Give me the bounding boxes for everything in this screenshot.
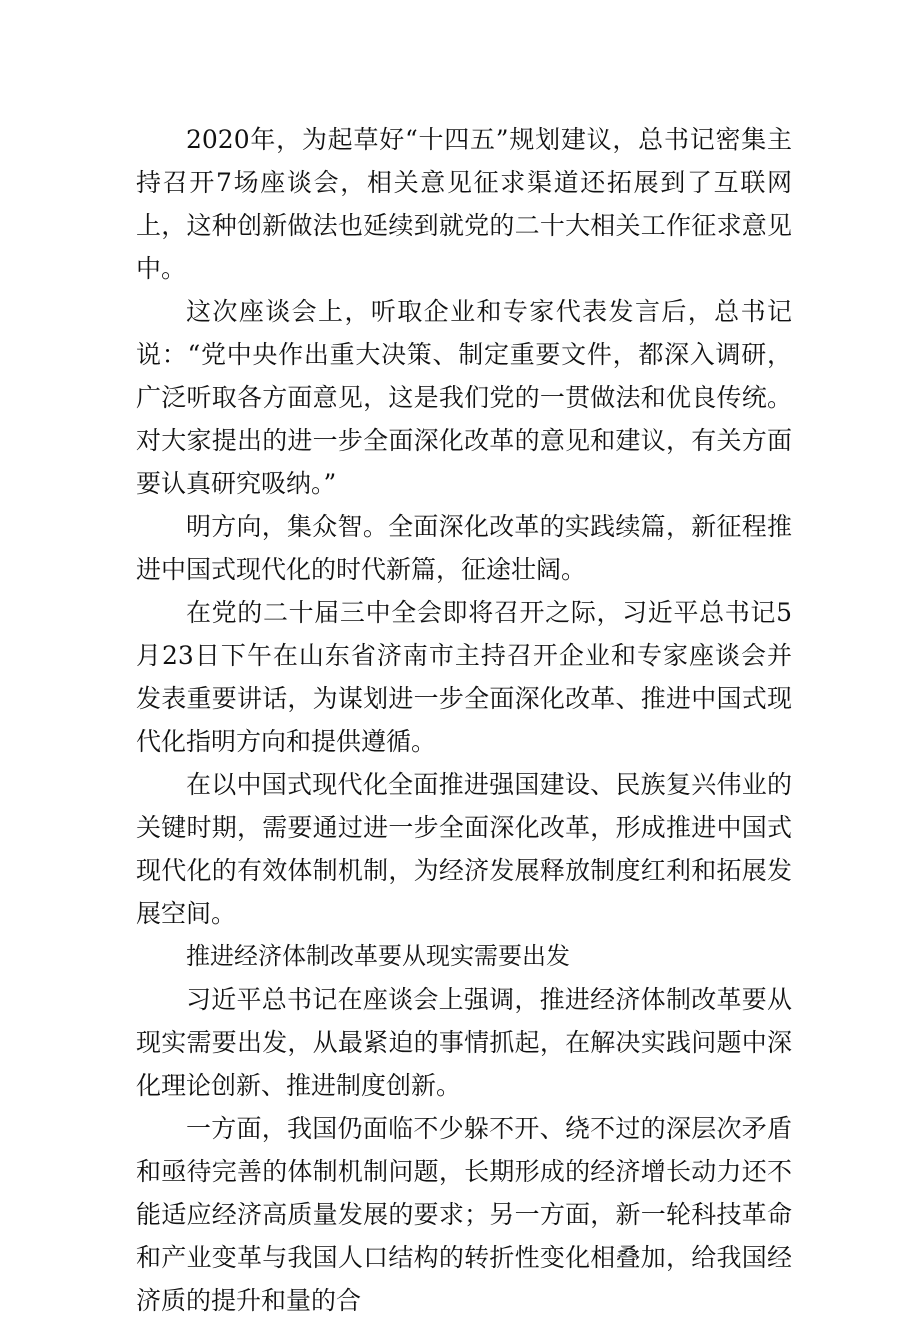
paragraph-4: 在党的二十届三中全会即将召开之际，习近平总书记5月23日下午在山东省济南市主持召开企业和专家座谈会并发表重要讲话，为谋划进一步全面深化改革、推进中国式现代化指明方向和提供遵循。 bbox=[136, 598, 792, 756]
paragraph-1: 2020年，为起草好“十四五”规划建议，总书记密集主持召开7场座谈会，相关意见征求渠道还拓展到了互联网上，这种创新做法也延续到就党的二十大相关工作征求意见中。 bbox=[136, 125, 792, 283]
paragraph-7: 一方面，我国仍面临不少躲不开、绕不过的深层次矛盾和亟待完善的体制机制问题，长期形成的经济增长动力还不能适应经济高质量发展的要求；另一方面，新一轮科技革命和产业变革与我国人口结构的转折性变化相叠加，给我国经济质的提升和量的合 bbox=[136, 1114, 792, 1315]
paragraph-5: 在以中国式现代化全面推进强国建设、民族复兴伟业的关键时期，需要通过进一步全面深化改革，形成推进中国式现代化的有效体制机制，为经济发展释放制度红利和拓展发展空间。 bbox=[136, 770, 792, 928]
paragraph-3: 明方向，集众智。全面深化改革的实践续篇，新征程推进中国式现代化的时代新篇，征途壮阔。 bbox=[136, 512, 792, 584]
document-body bbox=[136, 118, 792, 1322]
section-heading: 推进经济体制改革要从现实需要出发 bbox=[186, 942, 570, 970]
paragraph-2: 这次座谈会上，听取企业和专家代表发言后，总书记说：“党中央作出重大决策、制定重要文件，都深入调研，广泛听取各方面意见，这是我们党的一贯做法和优良传统。对大家提出的进一步全面深化改革的意见和建议，有关方面要认真研究吸纳。” bbox=[136, 297, 792, 498]
paragraph-6: 习近平总书记在座谈会上强调，推进经济体制改革要从现实需要出发，从最紧迫的事情抓起，在解决实践问题中深化理论创新、推进制度创新。 bbox=[136, 985, 792, 1100]
